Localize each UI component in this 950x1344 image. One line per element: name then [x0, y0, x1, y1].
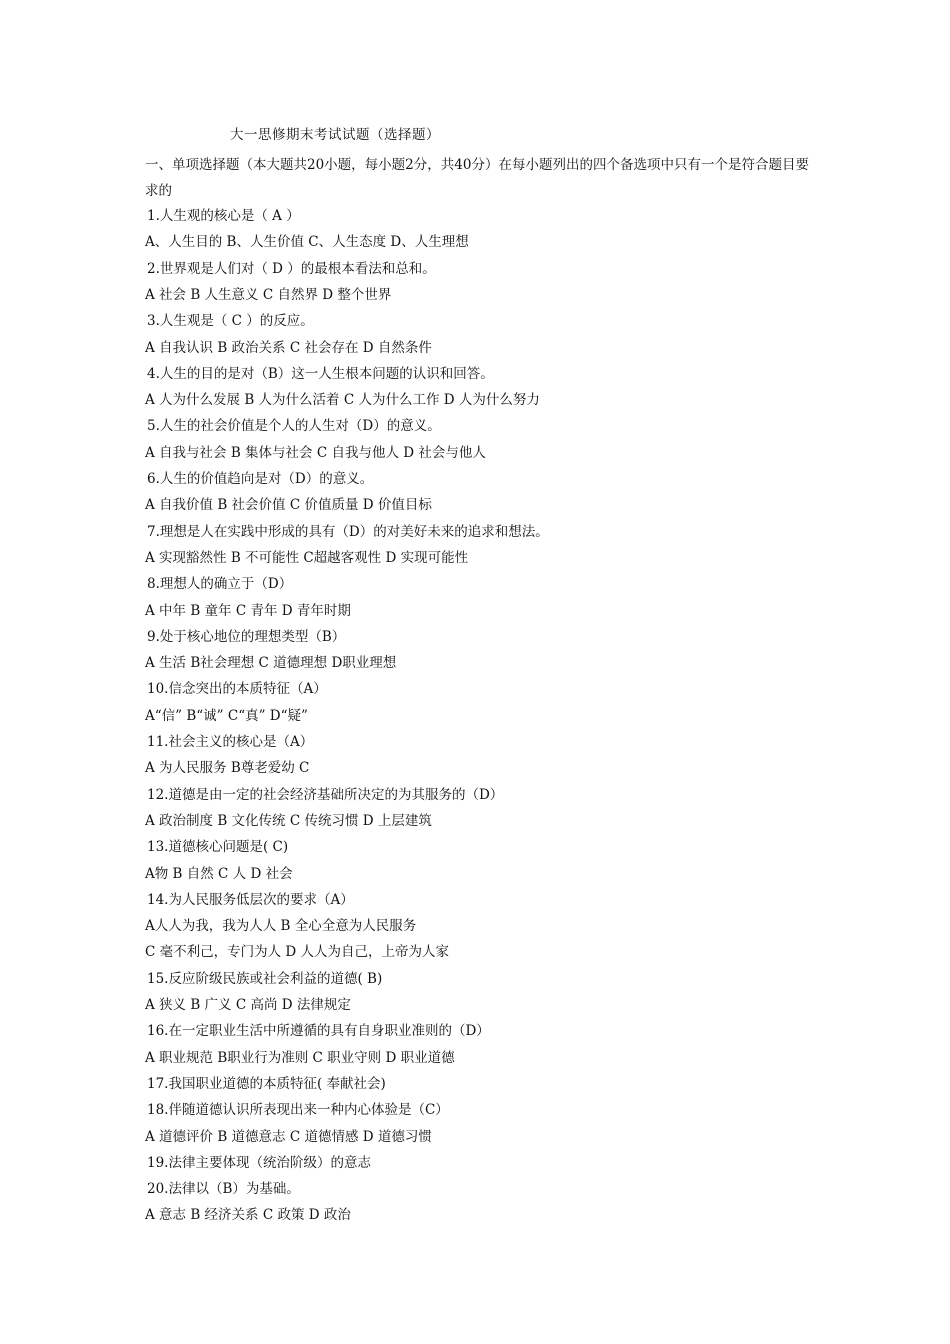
question-text: 14.为人民服务低层次的要求（A）: [147, 891, 354, 908]
question-text: 2.世界观是人们对（ D ）的最根本看法和总和。: [147, 260, 436, 277]
question-text: 11.社会主义的核心是（A）: [147, 734, 314, 750]
answer-options: A 职业规范 B职业行为准则 C 职业守则 D 职业道德: [145, 1049, 455, 1066]
question-text: 7.理想是人在实践中形成的具有（D）的对美好未来的追求和想法。: [147, 523, 549, 540]
document-title: 大一思修期末考试试题（选择题）: [230, 127, 440, 143]
question-text: 16.在一定职业生活中所遵循的具有自身职业准则的（D）: [147, 1023, 490, 1040]
section-intro: 一、单项选择题（本大题共20小题，每小题2分，共40分）在每小题列出的四个备选项中只有一个是符合题目要求的: [145, 157, 809, 199]
answer-options: C 毫不利己，专门为人 D 人人为自己，上帝为人家: [145, 944, 450, 961]
answer-options: A 政治制度 B 文化传统 C 传统习惯 D 上层建筑: [145, 812, 432, 829]
answer-options: A 道德评价 B 道德意志 C 道德情感 D 道德习惯: [145, 1128, 432, 1145]
question-text: 17.我国职业道德的本质特征( 奉献社会): [147, 1075, 386, 1092]
answer-options: A 生活 B社会理想 C 道德理想 D职业理想: [145, 655, 397, 672]
question-text: 13.道德核心问题是( C): [147, 839, 289, 856]
answer-options: A 人为什么发展 B 人为什么活着 C 人为什么工作 D 人为什么努力: [145, 392, 540, 409]
answer-options: A物 B 自然 C 人 D 社会: [145, 865, 293, 882]
question-text: 18.伴随道德认识所表现出来一种内心体验是（C）: [147, 1102, 449, 1119]
question-text: 5.人生的社会价值是个人的人生对（D）的意义。: [147, 418, 441, 435]
question-text: 8.理想人的确立于（D）: [147, 576, 293, 593]
answer-options: A、人生目的 B、人生价值 C、人生态度 D、人生理想: [145, 234, 469, 251]
answer-options: A 自我与社会 B 集体与社会 C 自我与他人 D 社会与他人: [145, 444, 486, 461]
question-text: 1.人生观的核心是（ A ）: [147, 208, 300, 224]
answer-options: A 自我认识 B 政治关系 C 社会存在 D 自然条件: [145, 339, 432, 356]
answer-options: A 实现豁然性 B 不可能性 C超越客观性 D 实现可能性: [145, 549, 469, 566]
answer-options: A 中年 B 童年 C 青年 D 青年时期: [145, 602, 351, 619]
question-text: 6.人生的价值趋向是对（D）的意义。: [147, 471, 374, 487]
question-text: 10.信念突出的本质特征（A）: [147, 681, 327, 698]
question-text: 15.反应阶级民族或社会利益的道德( B): [147, 970, 383, 987]
answer-options: A 狭义 B 广义 C 高尚 D 法律规定: [145, 997, 351, 1013]
answer-options: A人人为我，我为人人 B 全心全意为人民服务: [145, 918, 417, 935]
question-text: 9.处于核心地位的理想类型（B）: [147, 628, 346, 645]
question-text: 4.人生的目的是对（B）这一人生根本问题的认识和回答。: [147, 365, 494, 382]
answer-options: A 自我价值 B 社会价值 C 价值质量 D 价值目标: [145, 497, 432, 514]
answer-options: A 社会 B 人生意义 C 自然界 D 整个世界: [145, 286, 392, 303]
question-text: 12.道德是由一定的社会经济基础所决定的为其服务的（D）: [147, 786, 504, 803]
answer-options: A 为人民服务 B尊老爱幼 C: [145, 760, 310, 777]
question-text: 19.法律主要体现（统治阶级）的意志: [147, 1154, 371, 1171]
question-text: 3.人生观是（ C ）的反应。: [147, 313, 314, 330]
answer-options: A“信” B“诚” C“真” D“疑”: [145, 707, 308, 724]
question-text: 20.法律以（B）为基础。: [147, 1181, 300, 1198]
answer-options: A 意志 B 经济关系 C 政策 D 政治: [145, 1207, 351, 1224]
